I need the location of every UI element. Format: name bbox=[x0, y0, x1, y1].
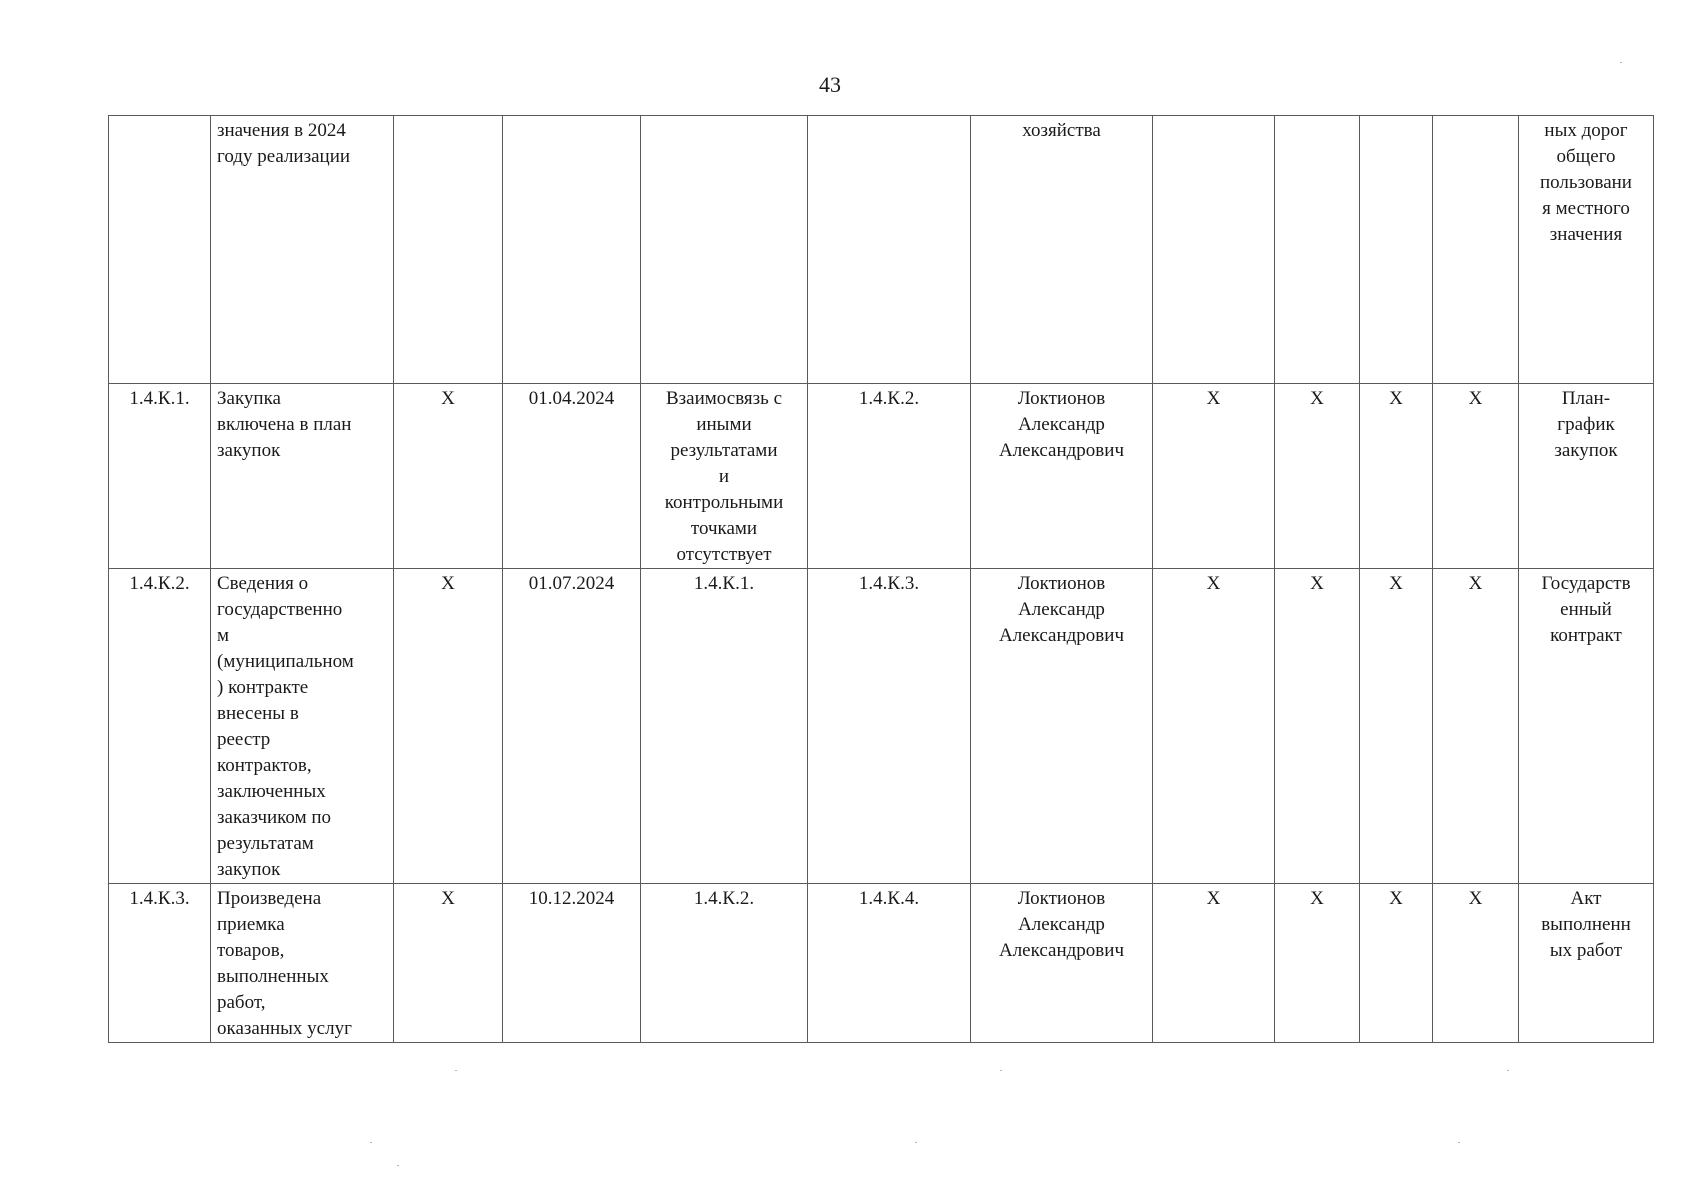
cell-col10: X bbox=[1360, 884, 1433, 1043]
cell-document: ных дорог общего пользовани я местного значения bbox=[1519, 116, 1654, 384]
cell-col10: X bbox=[1360, 384, 1433, 569]
scan-speck bbox=[1620, 62, 1622, 63]
cell-successor: 1.4.К.4. bbox=[808, 884, 971, 1043]
table-row-continuation bbox=[109, 116, 1654, 384]
cell-predecessor: 1.4.К.1. bbox=[641, 569, 808, 884]
cell-col11 bbox=[1433, 116, 1519, 384]
cell-type-flag bbox=[394, 116, 503, 384]
scan-speck bbox=[1458, 1142, 1460, 1143]
cell-name: Произведена приемка товаров, выполненных работ, оказанных услуг bbox=[211, 884, 394, 1043]
cell-id bbox=[109, 116, 211, 384]
cell-col10: X bbox=[1360, 569, 1433, 884]
cell-id: 1.4.К.3. bbox=[109, 884, 211, 1043]
scan-speck bbox=[915, 1142, 917, 1143]
cell-predecessor bbox=[641, 116, 808, 384]
cell-col9: X bbox=[1275, 569, 1360, 884]
cell-col8: X bbox=[1153, 569, 1275, 884]
cell-col11: X bbox=[1433, 384, 1519, 569]
cell-document: Государств енный контракт bbox=[1519, 569, 1654, 884]
scan-speck bbox=[455, 1070, 457, 1071]
cell-responsible: Локтионов Александр Александрович bbox=[971, 384, 1153, 569]
cell-date: 10.12.2024 bbox=[503, 884, 641, 1043]
cell-col11: X bbox=[1433, 569, 1519, 884]
cell-col9: X bbox=[1275, 884, 1360, 1043]
cell-successor: 1.4.К.3. bbox=[808, 569, 971, 884]
cell-successor: 1.4.К.2. bbox=[808, 384, 971, 569]
cell-id: 1.4.К.2. bbox=[109, 569, 211, 884]
cell-name: Сведения о государственно м (муниципальном ) контракте внесены в реестр контрактов, заключенных заказчиком по результатам закупок bbox=[211, 569, 394, 884]
cell-predecessor: 1.4.К.2. bbox=[641, 884, 808, 1043]
table-row bbox=[109, 884, 1654, 1043]
scan-speck bbox=[1507, 1070, 1509, 1071]
page-number: 43 bbox=[819, 72, 841, 97]
cell-col8: X bbox=[1153, 384, 1275, 569]
cell-type-flag: X bbox=[394, 384, 503, 569]
cell-name: Закупка включена в план закупок bbox=[211, 384, 394, 569]
cell-date: 01.04.2024 bbox=[503, 384, 641, 569]
scan-speck bbox=[397, 1165, 399, 1166]
cell-col8: X bbox=[1153, 884, 1275, 1043]
cell-col9: X bbox=[1275, 384, 1360, 569]
cell-date bbox=[503, 116, 641, 384]
table-row bbox=[109, 384, 1654, 569]
cell-successor bbox=[808, 116, 971, 384]
cell-type-flag: X bbox=[394, 884, 503, 1043]
cell-document: Акт выполненн ых работ bbox=[1519, 884, 1654, 1043]
cell-col8 bbox=[1153, 116, 1275, 384]
cell-col11: X bbox=[1433, 884, 1519, 1043]
cell-responsible: Локтионов Александр Александрович bbox=[971, 569, 1153, 884]
scan-speck bbox=[370, 1142, 372, 1143]
cell-name: значения в 2024 году реализации bbox=[211, 116, 394, 384]
cell-responsible: хозяйства bbox=[971, 116, 1153, 384]
cell-id: 1.4.К.1. bbox=[109, 384, 211, 569]
scan-speck bbox=[1000, 1070, 1002, 1071]
cell-responsible: Локтионов Александр Александрович bbox=[971, 884, 1153, 1043]
cell-predecessor: Взаимосвязь с иными результатами и контрольными точками отсутствует bbox=[641, 384, 808, 569]
table-row bbox=[109, 569, 1654, 884]
results-table bbox=[108, 115, 1654, 1043]
cell-col10 bbox=[1360, 116, 1433, 384]
cell-type-flag: X bbox=[394, 569, 503, 884]
cell-document: План- график закупок bbox=[1519, 384, 1654, 569]
cell-col9 bbox=[1275, 116, 1360, 384]
cell-date: 01.07.2024 bbox=[503, 569, 641, 884]
